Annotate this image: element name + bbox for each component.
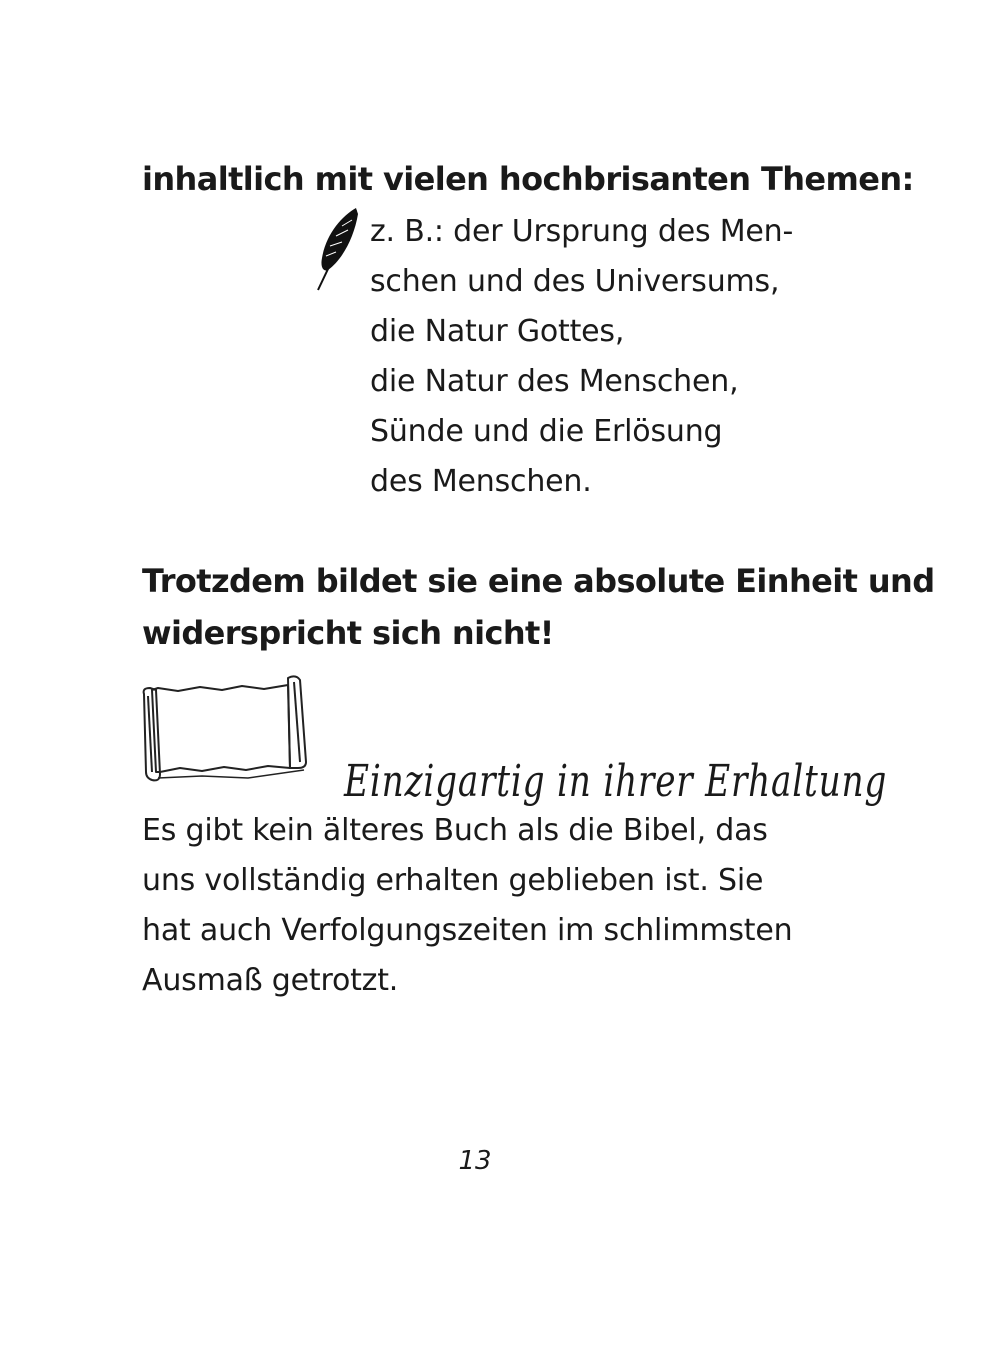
body-line: uns vollständig erhalten geblieben ist. Sie	[142, 863, 764, 898]
statement	[142, 555, 935, 659]
section-heading: Einzigartig in ihrer Erhaltung	[344, 756, 888, 807]
statement-line: Trotzdem bildet sie eine absolute Einheit und	[142, 562, 935, 600]
body-line: Es gibt kein älteres Buch als die Bibel, das	[142, 813, 768, 848]
themes-line: die Natur des Menschen,	[370, 364, 739, 399]
intro-line: inhaltlich mit vielen hochbrisanten Themen:	[142, 160, 914, 198]
body-line: Ausmaß getrotzt.	[142, 963, 399, 998]
themes-list	[370, 207, 793, 507]
themes-line: Sünde und die Erlösung	[370, 414, 723, 449]
body-line: hat auch Verfolgungszeiten im schlimmsten	[142, 913, 793, 948]
themes-line: die Natur Gottes,	[370, 314, 625, 349]
page-number: 13	[458, 1146, 492, 1176]
themes-line: z. B.: der Ursprung des Men-	[370, 214, 794, 249]
themes-line: des Menschen.	[370, 464, 592, 499]
section-body	[142, 806, 792, 1006]
statement-line: widerspricht sich nicht!	[142, 614, 554, 652]
scroll-icon	[138, 664, 318, 796]
themes-line: schen und des Universums,	[370, 264, 780, 299]
feather-icon	[312, 206, 362, 292]
